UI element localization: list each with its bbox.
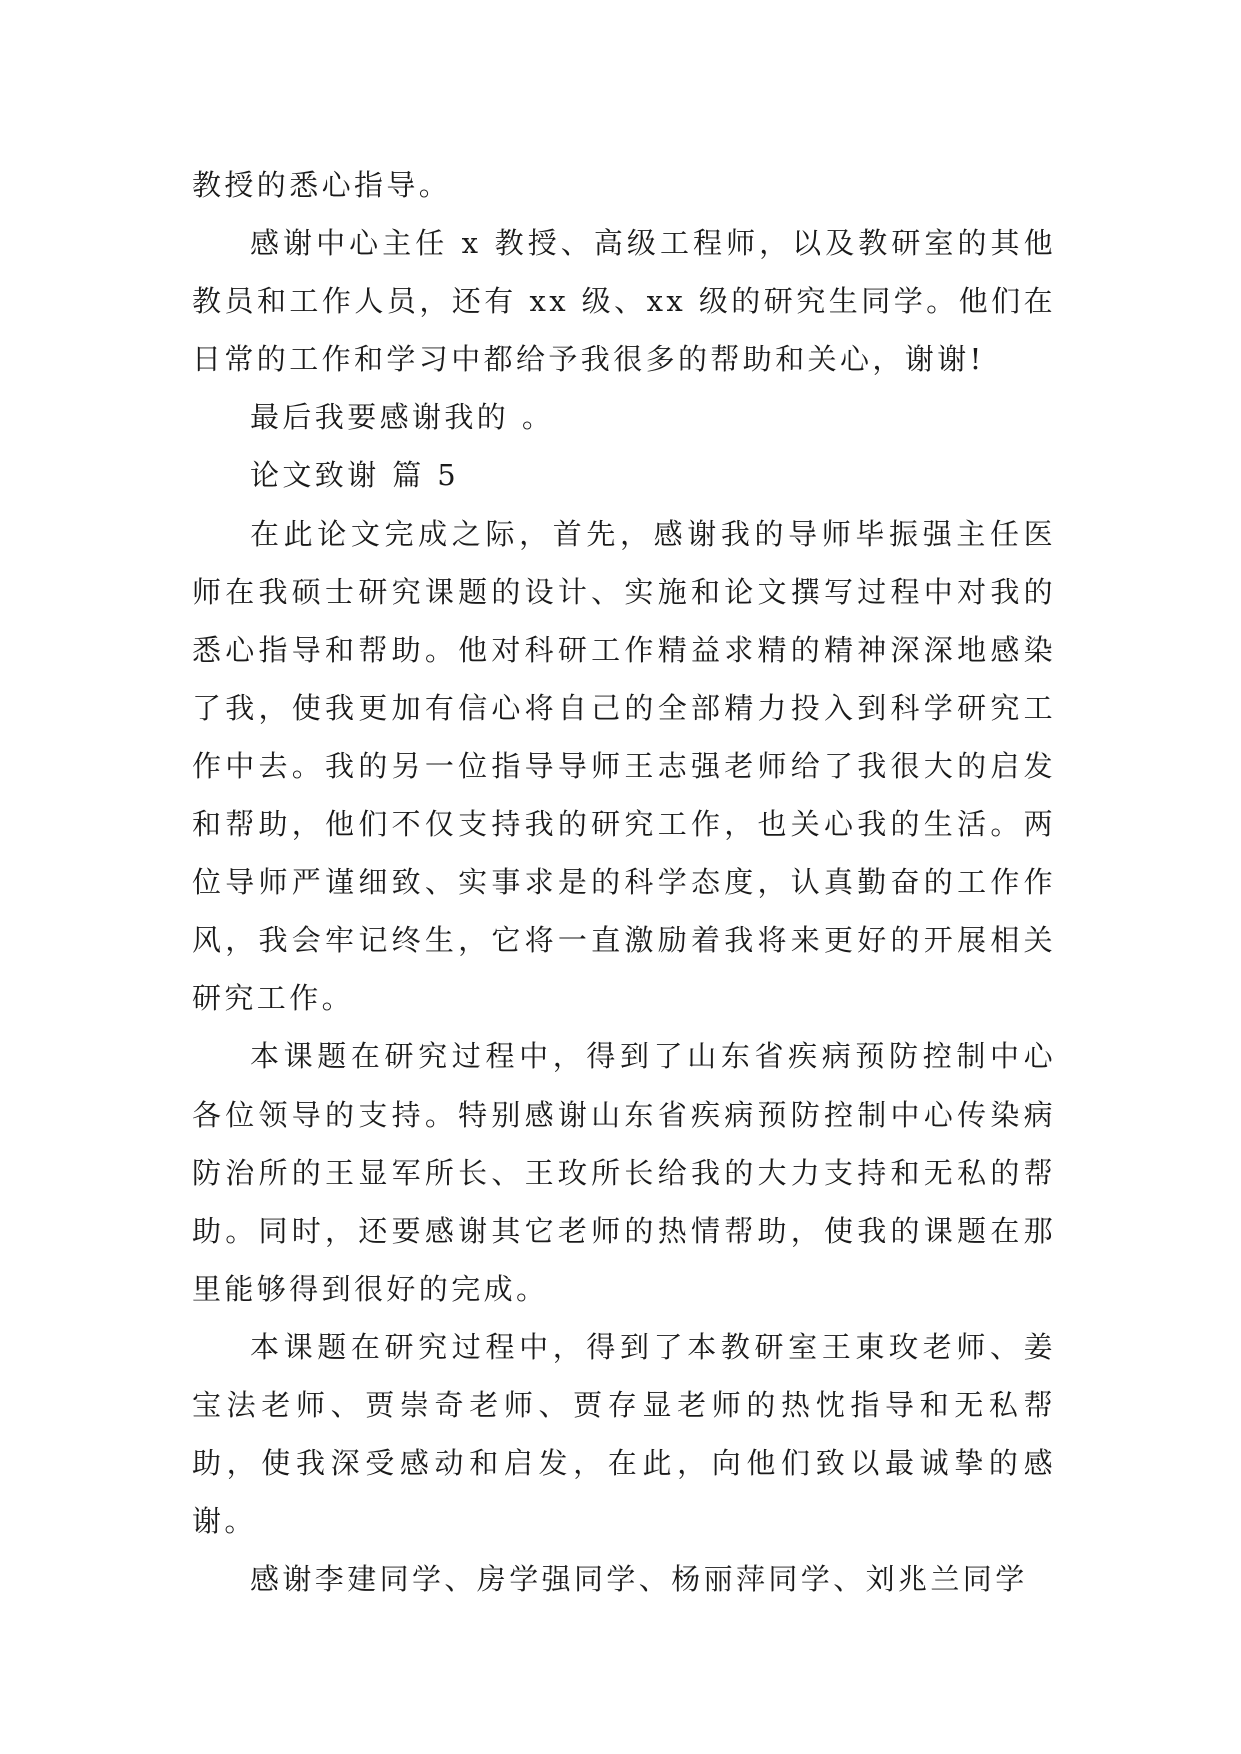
document-body [192,156,1056,1608]
paragraph-teachers: 本课题在研究过程中，得到了本教研室王東玫老师、姜宝法老师、贾崇奇老师、贾存显老师的热忱指导和无私帮助，使我深受感动和启发，在此，向他们致以最诚挚的感谢。 [192,1329,1056,1539]
paragraph-continued: 教授的悉心指导。 [192,168,452,202]
section-title: 论文致谢 篇 5 [250,458,460,493]
paragraph-thanks-center: 感谢中心主任 x 教授、高级工程师，以及教研室的其他教员和工作人员，还有 xx 级、xx 级的研究生同学。他们在日常的工作和学习中都给予我很多的帮助和关心，谢谢! [192,226,1056,377]
paragraph-final-thanks: 最后我要感谢我的 。 [250,400,555,435]
paragraph-cdc-support: 本课题在研究过程中，得到了山东省疾病预防控制中心各位领导的支持。特别感谢山东省疾病预防控制中心传染病防治所的王显军所长、王玫所长给我的大力支持和无私的帮助。同时，还要感谢其它老师的热情帮助，使我的课题在那里能够得到很好的完成。 [192,1039,1056,1306]
paragraph-classmates: 感谢李建同学、房学强同学、杨丽萍同学、刘兆兰同学 [250,1562,1028,1597]
paragraph-advisor: 在此论文完成之际，首先，感谢我的导师毕振强主任医师在我硕士研究课题的设计、实施和论文撰写过程中对我的悉心指导和帮助。他对科研工作精益求精的精神深深地感染了我，使我更加有信心将自己的全部精力投入到科学研究工作中去。我的另一位指导导师王志强老师给了我很大的启发和帮助，他们不仅支持我的研究工作，也关心我的生活。两位导师严谨细致、实事求是的科学态度，认真勤奋的工作作风，我会牢记终生，它将一直激励着我将来更好的开展相关研究工作。 [192,516,1056,1016]
